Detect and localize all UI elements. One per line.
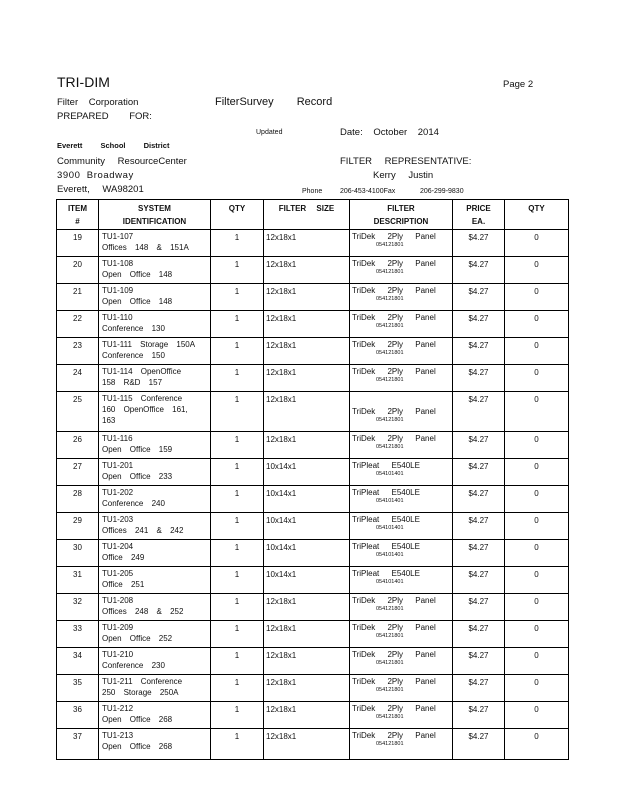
col-qty: QTY: [211, 200, 264, 230]
filter-description: TriDek 2Ply Panel: [352, 623, 436, 632]
system-id: TU1-110: [102, 313, 133, 322]
system-location: Offices 148 & 151A: [102, 243, 189, 252]
system-location: Conference 150: [102, 351, 165, 360]
table-row: [57, 567, 569, 594]
phone-value: 206-453-4100Fax: [340, 188, 396, 195]
cell-qty-2: 0: [505, 311, 569, 338]
cell-qty: 1: [211, 702, 264, 729]
cell-item: 23: [57, 338, 99, 365]
client-address-1: Community ResourceCenter: [57, 156, 187, 167]
company-name: Filter Corporation: [57, 97, 139, 108]
cell-qty-2: 0: [505, 540, 569, 567]
filter-description: TriDek 2Ply Panel: [352, 286, 436, 295]
system-id: TU1-204: [102, 542, 134, 551]
filter-description: TriPleat E540LE: [352, 515, 420, 524]
cell-qty-2: 0: [505, 365, 569, 392]
system-location: Open Office 148: [102, 270, 173, 279]
system-id: TU1-108: [102, 259, 134, 268]
system-location-extra: 163: [102, 416, 116, 425]
filter-description: TriPleat E540LE: [352, 461, 420, 470]
cell-filter-description: [350, 729, 453, 760]
cell-filter-description: [350, 338, 453, 365]
rep-name: Kerry Justin: [373, 170, 434, 181]
filter-part-number: 054121801: [376, 606, 404, 612]
filter-part-number: 054121801: [376, 269, 404, 275]
system-id: TU1-205: [102, 569, 134, 578]
cell-filter-size: 12x18x1: [264, 729, 350, 760]
filter-description: TriDek 2Ply Panel: [352, 407, 436, 416]
filter-description: TriDek 2Ply Panel: [352, 650, 436, 659]
cell-system: [99, 230, 211, 257]
cell-system: [99, 594, 211, 621]
cell-price: $4.27: [453, 230, 505, 257]
filter-description: TriDek 2Ply Panel: [352, 340, 436, 349]
cell-filter-size: 10x14x1: [264, 567, 350, 594]
col-filter-description: FILTER DESCRIPTION: [350, 200, 453, 230]
cell-price: $4.27: [453, 392, 505, 432]
filter-part-number: 054121801: [376, 323, 404, 329]
cell-system: [99, 459, 211, 486]
cell-price: $4.27: [453, 311, 505, 338]
cell-item: 36: [57, 702, 99, 729]
cell-qty-2: 0: [505, 648, 569, 675]
client-name: Everett School District: [57, 141, 170, 150]
filter-description: TriPleat E540LE: [352, 569, 420, 578]
table-row: [57, 432, 569, 459]
cell-filter-size: 10x14x1: [264, 513, 350, 540]
cell-qty-2: 0: [505, 486, 569, 513]
cell-system: [99, 284, 211, 311]
cell-item: 29: [57, 513, 99, 540]
cell-system: [99, 486, 211, 513]
cell-price: $4.27: [453, 675, 505, 702]
cell-filter-description: [350, 702, 453, 729]
cell-filter-description: [350, 392, 453, 432]
system-location: Office 249: [102, 553, 145, 562]
cell-system: [99, 257, 211, 284]
cell-system: [99, 567, 211, 594]
table-row: [57, 257, 569, 284]
cell-filter-size: 12x18x1: [264, 338, 350, 365]
cell-item: 33: [57, 621, 99, 648]
cell-filter-size: 12x18x1: [264, 621, 350, 648]
rep-label: FILTER REPRESENTATIVE:: [340, 156, 472, 167]
cell-qty-2: 0: [505, 459, 569, 486]
cell-filter-description: [350, 648, 453, 675]
filter-description: TriPleat E540LE: [352, 542, 420, 551]
cell-qty-2: 0: [505, 392, 569, 432]
cell-price: $4.27: [453, 432, 505, 459]
system-id: TU1-107: [102, 232, 134, 241]
cell-qty: 1: [211, 338, 264, 365]
cell-qty: 1: [211, 675, 264, 702]
filter-survey-table: [56, 199, 569, 760]
system-id: TU1-203: [102, 515, 134, 524]
system-id: TU1-202: [102, 488, 134, 497]
cell-price: $4.27: [453, 729, 505, 760]
system-id: TU1-208: [102, 596, 134, 605]
cell-system: [99, 621, 211, 648]
cell-price: $4.27: [453, 648, 505, 675]
col-system: SYSTEM IDENTIFICATION: [99, 200, 211, 230]
cell-item: 31: [57, 567, 99, 594]
filter-part-number: 054101401: [376, 579, 404, 585]
system-location: Open Office 252: [102, 634, 173, 643]
cell-filter-description: [350, 567, 453, 594]
filter-part-number: 054101401: [376, 552, 404, 558]
cell-qty-2: 0: [505, 230, 569, 257]
cell-item: 21: [57, 284, 99, 311]
cell-item: 30: [57, 540, 99, 567]
system-id: TU1-212: [102, 704, 134, 713]
system-location: Conference 130: [102, 324, 165, 333]
cell-filter-description: [350, 459, 453, 486]
cell-item: 19: [57, 230, 99, 257]
cell-price: $4.27: [453, 702, 505, 729]
cell-filter-description: [350, 365, 453, 392]
cell-item: 37: [57, 729, 99, 760]
cell-qty: 1: [211, 392, 264, 432]
cell-filter-size: 12x18x1: [264, 365, 350, 392]
table-row: [57, 729, 569, 760]
cell-price: $4.27: [453, 338, 505, 365]
cell-system: [99, 540, 211, 567]
cell-qty-2: 0: [505, 675, 569, 702]
cell-qty: 1: [211, 567, 264, 594]
table-row: [57, 486, 569, 513]
system-id: TU1-201: [102, 461, 134, 470]
cell-price: $4.27: [453, 459, 505, 486]
cell-filter-size: 12x18x1: [264, 432, 350, 459]
cell-qty: 1: [211, 594, 264, 621]
system-id: TU1-211 Conference: [102, 677, 183, 686]
cell-filter-size: 10x14x1: [264, 459, 350, 486]
table-row: [57, 338, 569, 365]
cell-filter-description: [350, 540, 453, 567]
cell-filter-size: 12x18x1: [264, 648, 350, 675]
cell-qty-2: 0: [505, 432, 569, 459]
filter-part-number: 054121801: [376, 350, 404, 356]
filter-part-number: 054121801: [376, 714, 404, 720]
cell-item: 34: [57, 648, 99, 675]
cell-filter-description: [350, 621, 453, 648]
filter-part-number: 054121801: [376, 417, 404, 423]
table-row: [57, 540, 569, 567]
updated-label: Updated: [256, 129, 283, 136]
filter-description: TriDek 2Ply Panel: [352, 596, 436, 605]
cell-filter-size: 12x18x1: [264, 675, 350, 702]
filter-part-number: 054121801: [376, 242, 404, 248]
cell-system: [99, 729, 211, 760]
cell-system: [99, 432, 211, 459]
cell-filter-size: 12x18x1: [264, 284, 350, 311]
col-filter-size: FILTER SIZE: [264, 200, 350, 230]
cell-qty: 1: [211, 648, 264, 675]
prepared-for: PREPARED FOR:: [57, 111, 152, 122]
system-location: Open Office 268: [102, 742, 173, 751]
cell-filter-description: [350, 486, 453, 513]
table-row: [57, 621, 569, 648]
table-row: [57, 675, 569, 702]
filter-description: TriDek 2Ply Panel: [352, 704, 436, 713]
cell-filter-size: 12x18x1: [264, 392, 350, 432]
fax-value: 206-299-9830: [420, 188, 464, 195]
cell-price: $4.27: [453, 513, 505, 540]
cell-system: [99, 392, 211, 432]
table-row: [57, 311, 569, 338]
cell-qty: 1: [211, 230, 264, 257]
cell-price: $4.27: [453, 257, 505, 284]
cell-system: [99, 702, 211, 729]
filter-part-number: 054121801: [376, 633, 404, 639]
cell-filter-size: 12x18x1: [264, 594, 350, 621]
cell-item: 25: [57, 392, 99, 432]
cell-system: [99, 675, 211, 702]
client-address-2: 3900 Broadway: [57, 170, 134, 181]
cell-filter-size: 12x18x1: [264, 702, 350, 729]
cell-qty: 1: [211, 365, 264, 392]
cell-qty: 1: [211, 486, 264, 513]
col-price: PRICE EA.: [453, 200, 505, 230]
system-id: TU1-109: [102, 286, 134, 295]
filter-description: TriDek 2Ply Panel: [352, 232, 436, 241]
cell-qty: 1: [211, 432, 264, 459]
table-row: [57, 594, 569, 621]
system-id: TU1-209: [102, 623, 134, 632]
system-location: Open Office 159: [102, 445, 173, 454]
system-location: Open Office 268: [102, 715, 173, 724]
filter-description: TriDek 2Ply Panel: [352, 677, 436, 686]
filter-part-number: 054101401: [376, 525, 404, 531]
filter-part-number: 054101401: [376, 471, 404, 477]
cell-price: $4.27: [453, 486, 505, 513]
cell-qty: 1: [211, 513, 264, 540]
cell-filter-size: 10x14x1: [264, 486, 350, 513]
cell-price: $4.27: [453, 540, 505, 567]
cell-price: $4.27: [453, 621, 505, 648]
cell-system: [99, 513, 211, 540]
table-row: [57, 230, 569, 257]
cell-price: $4.27: [453, 284, 505, 311]
system-location: Conference 240: [102, 499, 165, 508]
cell-qty-2: 0: [505, 621, 569, 648]
page-number: Page 2: [503, 79, 534, 90]
cell-filter-size: 10x14x1: [264, 540, 350, 567]
cell-filter-description: [350, 284, 453, 311]
cell-qty-2: 0: [505, 284, 569, 311]
system-id: TU1-115 Conference: [102, 394, 183, 403]
system-location: Conference 230: [102, 661, 165, 670]
system-location: 160 OpenOffice 161,: [102, 405, 188, 414]
filter-part-number: 054121801: [376, 660, 404, 666]
system-location: 250 Storage 250A: [102, 688, 179, 697]
filter-description: TriPleat E540LE: [352, 488, 420, 497]
cell-qty-2: 0: [505, 594, 569, 621]
cell-item: 35: [57, 675, 99, 702]
cell-filter-description: [350, 594, 453, 621]
cell-filter-description: [350, 675, 453, 702]
system-location: Open Office 233: [102, 472, 173, 481]
cell-system: [99, 311, 211, 338]
cell-qty-2: 0: [505, 729, 569, 760]
filter-part-number: 054121801: [376, 741, 404, 747]
system-location: Offices 241 & 242: [102, 526, 184, 535]
cell-qty: 1: [211, 540, 264, 567]
table-row: [57, 284, 569, 311]
cell-qty: 1: [211, 729, 264, 760]
cell-qty-2: 0: [505, 567, 569, 594]
filter-description: TriDek 2Ply Panel: [352, 313, 436, 322]
cell-item: 26: [57, 432, 99, 459]
system-location: Office 251: [102, 580, 145, 589]
cell-qty-2: 0: [505, 257, 569, 284]
cell-item: 20: [57, 257, 99, 284]
table-row: [57, 648, 569, 675]
cell-filter-description: [350, 513, 453, 540]
system-location: 158 R&D 157: [102, 378, 163, 387]
cell-filter-size: 12x18x1: [264, 257, 350, 284]
cell-system: [99, 338, 211, 365]
cell-qty-2: 0: [505, 513, 569, 540]
cell-filter-description: [350, 311, 453, 338]
col-item: ITEM #: [57, 200, 99, 230]
table-row: [57, 513, 569, 540]
filter-part-number: 054101401: [376, 498, 404, 504]
cell-system: [99, 648, 211, 675]
cell-item: 27: [57, 459, 99, 486]
cell-item: 22: [57, 311, 99, 338]
cell-qty: 1: [211, 459, 264, 486]
table-row: [57, 459, 569, 486]
system-location: Offices 248 & 252: [102, 607, 184, 616]
table-header-row: [57, 200, 569, 230]
table-row: [57, 365, 569, 392]
cell-filter-size: 12x18x1: [264, 230, 350, 257]
filter-description: TriDek 2Ply Panel: [352, 259, 436, 268]
cell-qty-2: 0: [505, 702, 569, 729]
cell-qty: 1: [211, 621, 264, 648]
filter-description: TriDek 2Ply Panel: [352, 731, 436, 740]
brand-title: TRI-DIM: [57, 74, 110, 90]
cell-qty: 1: [211, 284, 264, 311]
cell-item: 32: [57, 594, 99, 621]
cell-qty-2: 0: [505, 338, 569, 365]
cell-price: $4.27: [453, 594, 505, 621]
table-row: [57, 702, 569, 729]
cell-price: $4.27: [453, 365, 505, 392]
phone-label: Phone: [302, 188, 323, 195]
table-row: [57, 392, 569, 432]
system-id: TU1-210: [102, 650, 134, 659]
filter-part-number: 054121801: [376, 687, 404, 693]
system-location: Open Office 148: [102, 297, 173, 306]
cell-qty: 1: [211, 311, 264, 338]
filter-part-number: 054121801: [376, 296, 404, 302]
cell-item: 28: [57, 486, 99, 513]
cell-system: [99, 365, 211, 392]
system-id: TU1-111 Storage 150A: [102, 340, 196, 349]
survey-title: FilterSurvey Record: [215, 96, 333, 108]
filter-description: TriDek 2Ply Panel: [352, 434, 436, 443]
cell-filter-description: [350, 432, 453, 459]
system-id: TU1-116: [102, 434, 133, 443]
system-id: TU1-213: [102, 731, 134, 740]
filter-part-number: 054121801: [376, 444, 404, 450]
cell-filter-size: 12x18x1: [264, 311, 350, 338]
filter-description: TriDek 2Ply Panel: [352, 367, 436, 376]
filter-part-number: 054121801: [376, 377, 404, 383]
col-qty-2: QTY: [505, 200, 569, 230]
cell-item: 24: [57, 365, 99, 392]
cell-price: $4.27: [453, 567, 505, 594]
system-id: TU1-114 OpenOffice: [102, 367, 182, 376]
cell-filter-description: [350, 230, 453, 257]
client-address-3: Everett, WA98201: [57, 184, 144, 195]
cell-qty: 1: [211, 257, 264, 284]
survey-date: Date: October 2014: [340, 127, 439, 138]
cell-filter-description: [350, 257, 453, 284]
